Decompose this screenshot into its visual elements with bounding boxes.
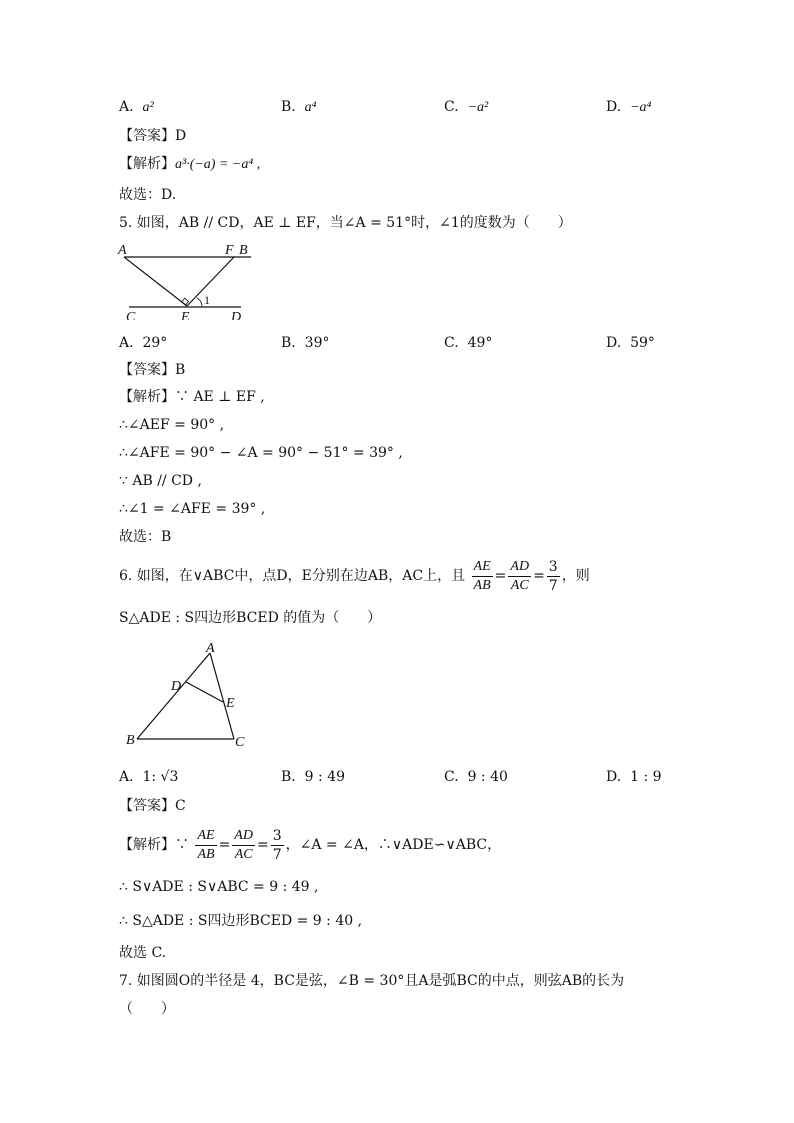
analysis-prefix: 【解析】 — [119, 156, 175, 172]
q4-option-a — [119, 97, 154, 118]
option-label: A. — [119, 99, 134, 115]
option-label: D. — [606, 99, 622, 115]
angle-1-label: 1 — [204, 293, 210, 307]
stem-pre: 6. 如图，在∨ABC中，点D，E分别在边AB，AC上，且 — [119, 568, 466, 584]
option-expr: a⁴ — [304, 100, 317, 115]
option-value: 1 : 9 — [630, 769, 662, 785]
label-c: C — [126, 310, 136, 320]
fraction-numerator: AD — [508, 558, 531, 577]
label-d: D — [171, 679, 182, 694]
label-b: B — [239, 243, 248, 258]
q4-analysis — [119, 154, 260, 175]
fraction-ad-ac — [232, 827, 255, 864]
q5-option-c — [444, 333, 492, 353]
label-e: E — [226, 696, 235, 711]
fraction-ae-ab — [472, 558, 493, 595]
q6-option-c — [444, 767, 508, 787]
q7-stem: 7. 如图圆O的半径是 4，BC是弦，∠B = 30°且A是弧BC的中点，则弦AB的长为 — [119, 973, 625, 989]
q6-answer: 【答案】C — [119, 798, 186, 814]
option-value: 39° — [304, 335, 330, 351]
label-e: E — [181, 310, 190, 320]
q6-figure — [122, 640, 262, 755]
option-label: B. — [281, 335, 296, 351]
q5-step-4: ∵ AB // CD , — [119, 473, 202, 489]
option-label: B. — [281, 99, 296, 115]
label-b: B — [126, 733, 135, 748]
fraction-3-7 — [271, 827, 284, 864]
fraction-numerator: AE — [195, 827, 216, 846]
fraction-ad-ac — [508, 558, 531, 595]
fraction-ae-ab — [195, 827, 216, 864]
analysis-prefix: 【解析】∵ — [119, 837, 189, 853]
q5-step-5: ∴∠1 = ∠AFE = 39° , — [119, 501, 266, 517]
stem-post: ，则 — [561, 568, 590, 584]
q6-stem: 6. 如图，在∨ABC中，点D，E分别在边AB，AC上，且 $\frac{AE}{AB}$ = $\frac{AD}{AC}$ = $\frac{3}{7}$ ，则 — [119, 558, 590, 594]
option-label: C. — [444, 769, 459, 785]
label-a: A — [206, 641, 215, 656]
label-f: F — [225, 243, 234, 258]
option-label: D. — [606, 769, 622, 785]
fraction-denominator: AB — [197, 846, 215, 862]
q5-option-b — [281, 333, 329, 353]
option-value: 59° — [630, 335, 655, 351]
q5-figure — [115, 240, 375, 320]
option-value: 49° — [467, 335, 493, 351]
fraction-denominator: AC — [510, 577, 529, 593]
fraction-denominator: 7 — [272, 846, 282, 863]
q5-step-1: 【解析】∵ AE ⊥ EF , — [119, 389, 265, 405]
option-value: 9 : 40 — [467, 769, 508, 785]
q4-option-c — [444, 97, 488, 118]
option-value: 29° — [142, 335, 168, 351]
label-c: C — [235, 735, 245, 750]
q4-option-b — [281, 97, 317, 118]
option-value: 1: √3 — [142, 769, 179, 785]
q6-stem-line2: S△ADE : S四边形BCED 的值为（ ） — [119, 610, 382, 626]
fraction-denominator: 7 — [548, 577, 558, 594]
q6-option-a — [119, 767, 178, 787]
q4-answer: 【答案】D — [119, 128, 187, 144]
option-label: A. — [119, 769, 134, 785]
q6-choose: 故选 C. — [119, 945, 167, 961]
analysis-post: ，∠A = ∠A，∴∨ADE∽∨ABC， — [285, 837, 502, 853]
q5-choose: 故选：B — [119, 529, 172, 545]
option-expr: −a⁴ — [630, 100, 652, 115]
fraction-numerator: AD — [232, 827, 255, 846]
q5-option-a — [119, 333, 167, 353]
fraction-numerator: AE — [472, 558, 493, 577]
q6-step-2: ∴ S∨ADE : S∨ABC = 9 : 49 , — [119, 879, 319, 895]
q4-choose: 故选：D. — [119, 187, 177, 203]
fraction-denominator: AB — [473, 577, 491, 593]
q5-step-2: ∴∠AEF = 90° , — [119, 417, 225, 433]
analysis-expr: a³·(−a) = −a⁴ , — [175, 157, 261, 172]
q5-step-3: ∴∠AFE = 90° − ∠A = 90° − 51° = 39° , — [119, 445, 403, 461]
fraction-denominator: AC — [234, 846, 253, 862]
option-label: C. — [444, 335, 459, 351]
fraction-numerator: 3 — [272, 827, 282, 844]
option-expr: a² — [142, 100, 154, 115]
fraction-numerator: 3 — [548, 558, 558, 575]
option-label: D. — [606, 335, 622, 351]
q7-stem-line2: （ ） — [119, 1001, 175, 1017]
q6-analysis: 【解析】∵ $\frac{AE}{AB}$ = $\frac{AD}{AC}$ = $\frac{3}{7}$ ，∠A = ∠A，∴∨ADE∽∨ABC， — [119, 827, 502, 863]
q5-stem: 5. 如图，AB // CD，AE ⊥ EF，当∠A = 51°时，∠1的度数为（ ） — [119, 215, 572, 231]
option-value: 9 : 49 — [304, 769, 345, 785]
option-label: C. — [444, 99, 459, 115]
q6-option-b — [281, 767, 345, 787]
q6-option-d — [606, 767, 662, 787]
option-label: B. — [281, 769, 296, 785]
q6-step-3: ∴ S△ADE : S四边形BCED = 9 : 40 , — [119, 913, 363, 929]
q5-option-d — [606, 333, 655, 353]
option-label: A. — [119, 335, 134, 351]
fraction-3-7 — [547, 558, 560, 595]
label-a: A — [118, 243, 127, 258]
q4-option-d — [606, 97, 651, 118]
q5-answer: 【答案】B — [119, 362, 186, 378]
label-d: D — [231, 310, 242, 320]
option-expr: −a² — [467, 100, 489, 115]
